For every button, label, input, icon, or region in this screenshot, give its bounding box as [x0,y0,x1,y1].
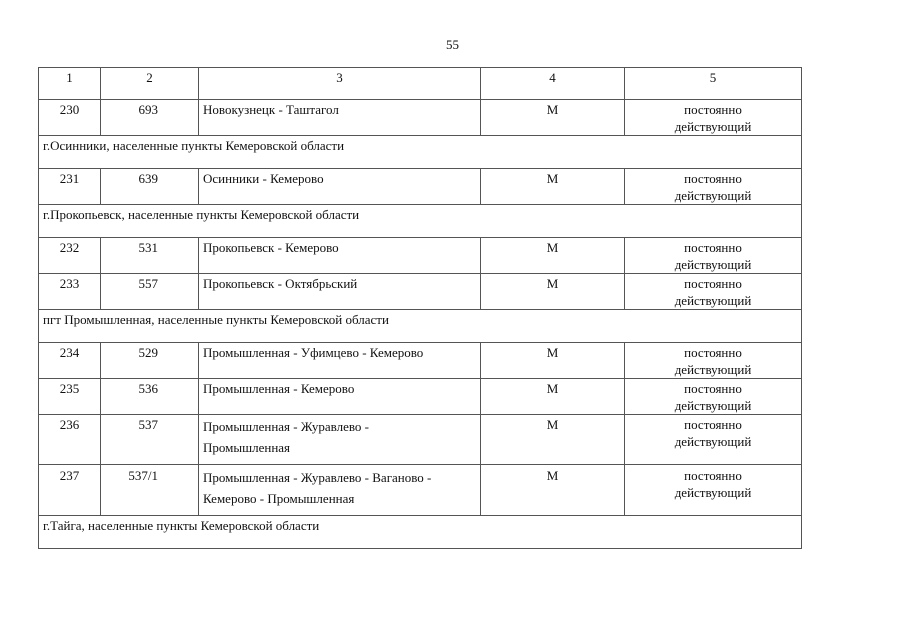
group-heading: г.Осинники, населенные пункты Кемеровской области [39,136,802,169]
group-row [39,516,802,549]
route-name: Прокопьевск - Кемерово [199,238,481,274]
status-line: действующий [674,434,752,449]
route-status [625,415,802,465]
route-status [625,379,802,415]
group-heading: г.Прокопьевск, населенные пункты Кемеровской области [39,205,802,238]
status-line: постоянно [684,345,742,360]
row-number: 233 [39,274,101,310]
route-number: 529 [101,343,199,379]
status-line: действующий [674,257,752,272]
route-kind: М [481,100,625,136]
route-number: 531 [101,238,199,274]
route-status [625,169,802,205]
row-number: 235 [39,379,101,415]
group-row [39,310,802,343]
row-number: 230 [39,100,101,136]
row-number: 234 [39,343,101,379]
route-line: Промышленная - Журавлево - Ваганово - [203,470,432,485]
table-row [39,379,802,415]
table-row [39,238,802,274]
status-line: действующий [674,398,752,413]
table-row [39,274,802,310]
status-line: действующий [674,362,752,377]
route-name: Промышленная - Уфимцево - Кемерово [199,343,481,379]
route-line: Промышленная [203,440,291,455]
status-line: постоянно [684,276,742,291]
row-number: 237 [39,465,101,516]
column-header: 1 [39,68,101,100]
route-name: Прокопьевск - Октябрьский [199,274,481,310]
table-row [39,415,802,465]
route-kind: М [481,379,625,415]
status-line: действующий [674,188,752,203]
route-number: 639 [101,169,199,205]
route-status [625,343,802,379]
route-status [625,465,802,516]
group-row [39,205,802,238]
route-number: 536 [101,379,199,415]
route-kind: М [481,343,625,379]
route-number: 557 [101,274,199,310]
group-row [39,136,802,169]
route-line: Кемерово - Промышленная [203,491,355,506]
route-name: Промышленная - Кемерово [199,379,481,415]
status-line: действующий [674,119,752,134]
column-header: 3 [199,68,481,100]
table-row [39,100,802,136]
route-kind: М [481,238,625,274]
route-kind: М [481,274,625,310]
table-row [39,343,802,379]
row-number: 231 [39,169,101,205]
status-line: постоянно [684,102,742,117]
route-number: 537 [101,415,199,465]
route-line: Промышленная - Журавлево - [203,419,369,434]
route-kind: М [481,465,625,516]
column-header: 2 [101,68,199,100]
route-kind: М [481,415,625,465]
status-line: постоянно [684,240,742,255]
column-header: 4 [481,68,625,100]
route-number: 537/1 [101,465,199,516]
routes-table [38,67,802,549]
table-header-row [39,68,802,100]
route-name [199,465,481,516]
group-heading: пгт Промышленная, населенные пункты Кемеровской области [39,310,802,343]
route-status [625,238,802,274]
route-kind: М [481,169,625,205]
row-number: 236 [39,415,101,465]
route-status [625,100,802,136]
table-row [39,169,802,205]
status-line: постоянно [684,381,742,396]
status-line: действующий [674,293,752,308]
route-name [199,415,481,465]
column-header: 5 [625,68,802,100]
table-row [39,465,802,516]
route-number: 693 [101,100,199,136]
status-line: постоянно [684,468,742,483]
row-number: 232 [39,238,101,274]
status-line: постоянно [684,171,742,186]
group-heading: г.Тайга, населенные пункты Кемеровской области [39,516,802,549]
page-number: 55 [446,37,459,52]
route-name: Осинники - Кемерово [199,169,481,205]
route-name: Новокузнецк - Таштагол [199,100,481,136]
status-line: постоянно [684,417,742,432]
route-status [625,274,802,310]
status-line: действующий [674,485,752,500]
